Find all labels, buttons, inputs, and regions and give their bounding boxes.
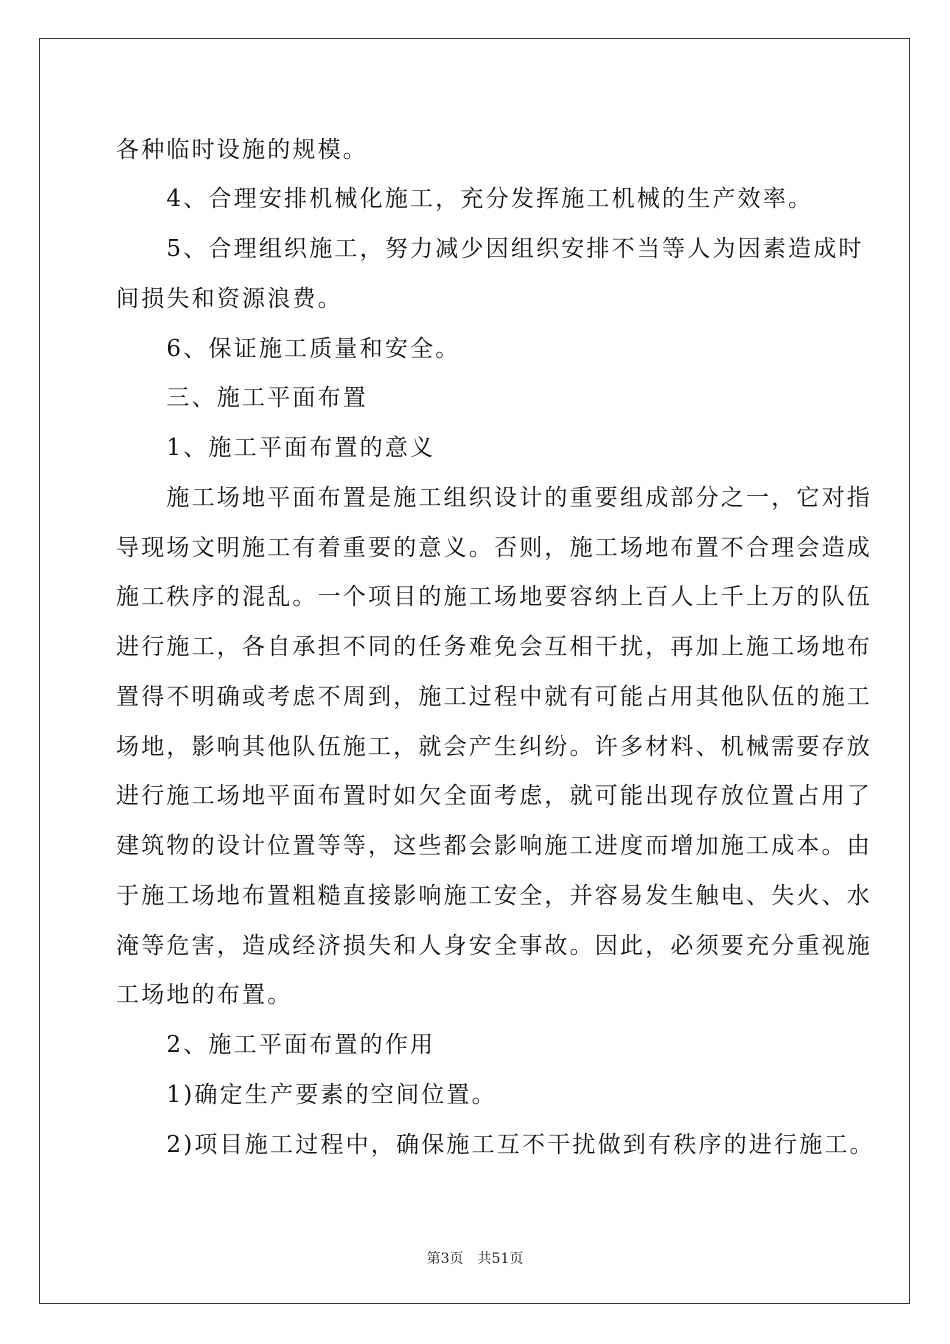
text-line: 建筑物的设计位置等等，这些都会影响施工进度而增加施工成本。由 — [116, 833, 872, 859]
subsection-heading: 1、施工平面布置的意义 — [116, 435, 436, 461]
page-number: 第3页 — [426, 1251, 464, 1267]
text-line: 4、合理安排机械化施工，充分发挥施工机械的生产效率。 — [116, 186, 814, 212]
text-line: 5、合理组织施工，努力减少因组织安排不当等人为因素造成时 — [116, 236, 864, 262]
text-line: 场地，影响其他队伍施工，就会产生纠纷。许多材料、机械需要存放 — [116, 734, 872, 760]
text-line: 于施工场地布置粗糙直接影响施工安全，并容易发生触电、失火、水 — [116, 883, 872, 909]
text-line: 工场地的布置。 — [116, 982, 293, 1008]
text-line: 2)项目施工过程中，确保施工互不干扰做到有秩序的进行施工。 — [116, 1132, 875, 1158]
text-line: 置得不明确或考虑不周到，施工过程中就有可能占用其他队伍的施工 — [116, 684, 872, 710]
text-line: 进行施工场地平面布置时如欠全面考虑，就可能出现存放位置占用了 — [116, 783, 872, 809]
text-line: 施工场地平面布置是施工组织设计的重要组成部分之一，它对指 — [116, 485, 872, 511]
section-heading: 三、施工平面布置 — [116, 385, 368, 411]
page-footer — [0, 1248, 950, 1268]
text-line: 施工秩序的混乱。一个项目的施工场地要容纳上百人上千上万的队伍 — [116, 584, 872, 610]
subsection-heading: 2、施工平面布置的作用 — [116, 1032, 436, 1058]
text-line: 进行施工，各自承担不同的任务难免会互相干扰，再加上施工场地布 — [116, 634, 872, 660]
page-total: 共51页 — [477, 1251, 524, 1267]
text-line: 1)确定生产要素的空间位置。 — [116, 1082, 497, 1108]
text-line: 导现场文明施工有着重要的意义。否则，施工场地布置不合理会造成 — [116, 535, 872, 561]
text-line: 淹等危害，造成经济损失和人身安全事故。因此，必须要充分重视施 — [116, 933, 872, 959]
text-line: 间损失和资源浪费。 — [116, 286, 343, 312]
text-line: 各种临时设施的规模。 — [116, 137, 368, 163]
text-line: 6、保证施工质量和安全。 — [116, 336, 461, 362]
page-border — [39, 38, 910, 1304]
